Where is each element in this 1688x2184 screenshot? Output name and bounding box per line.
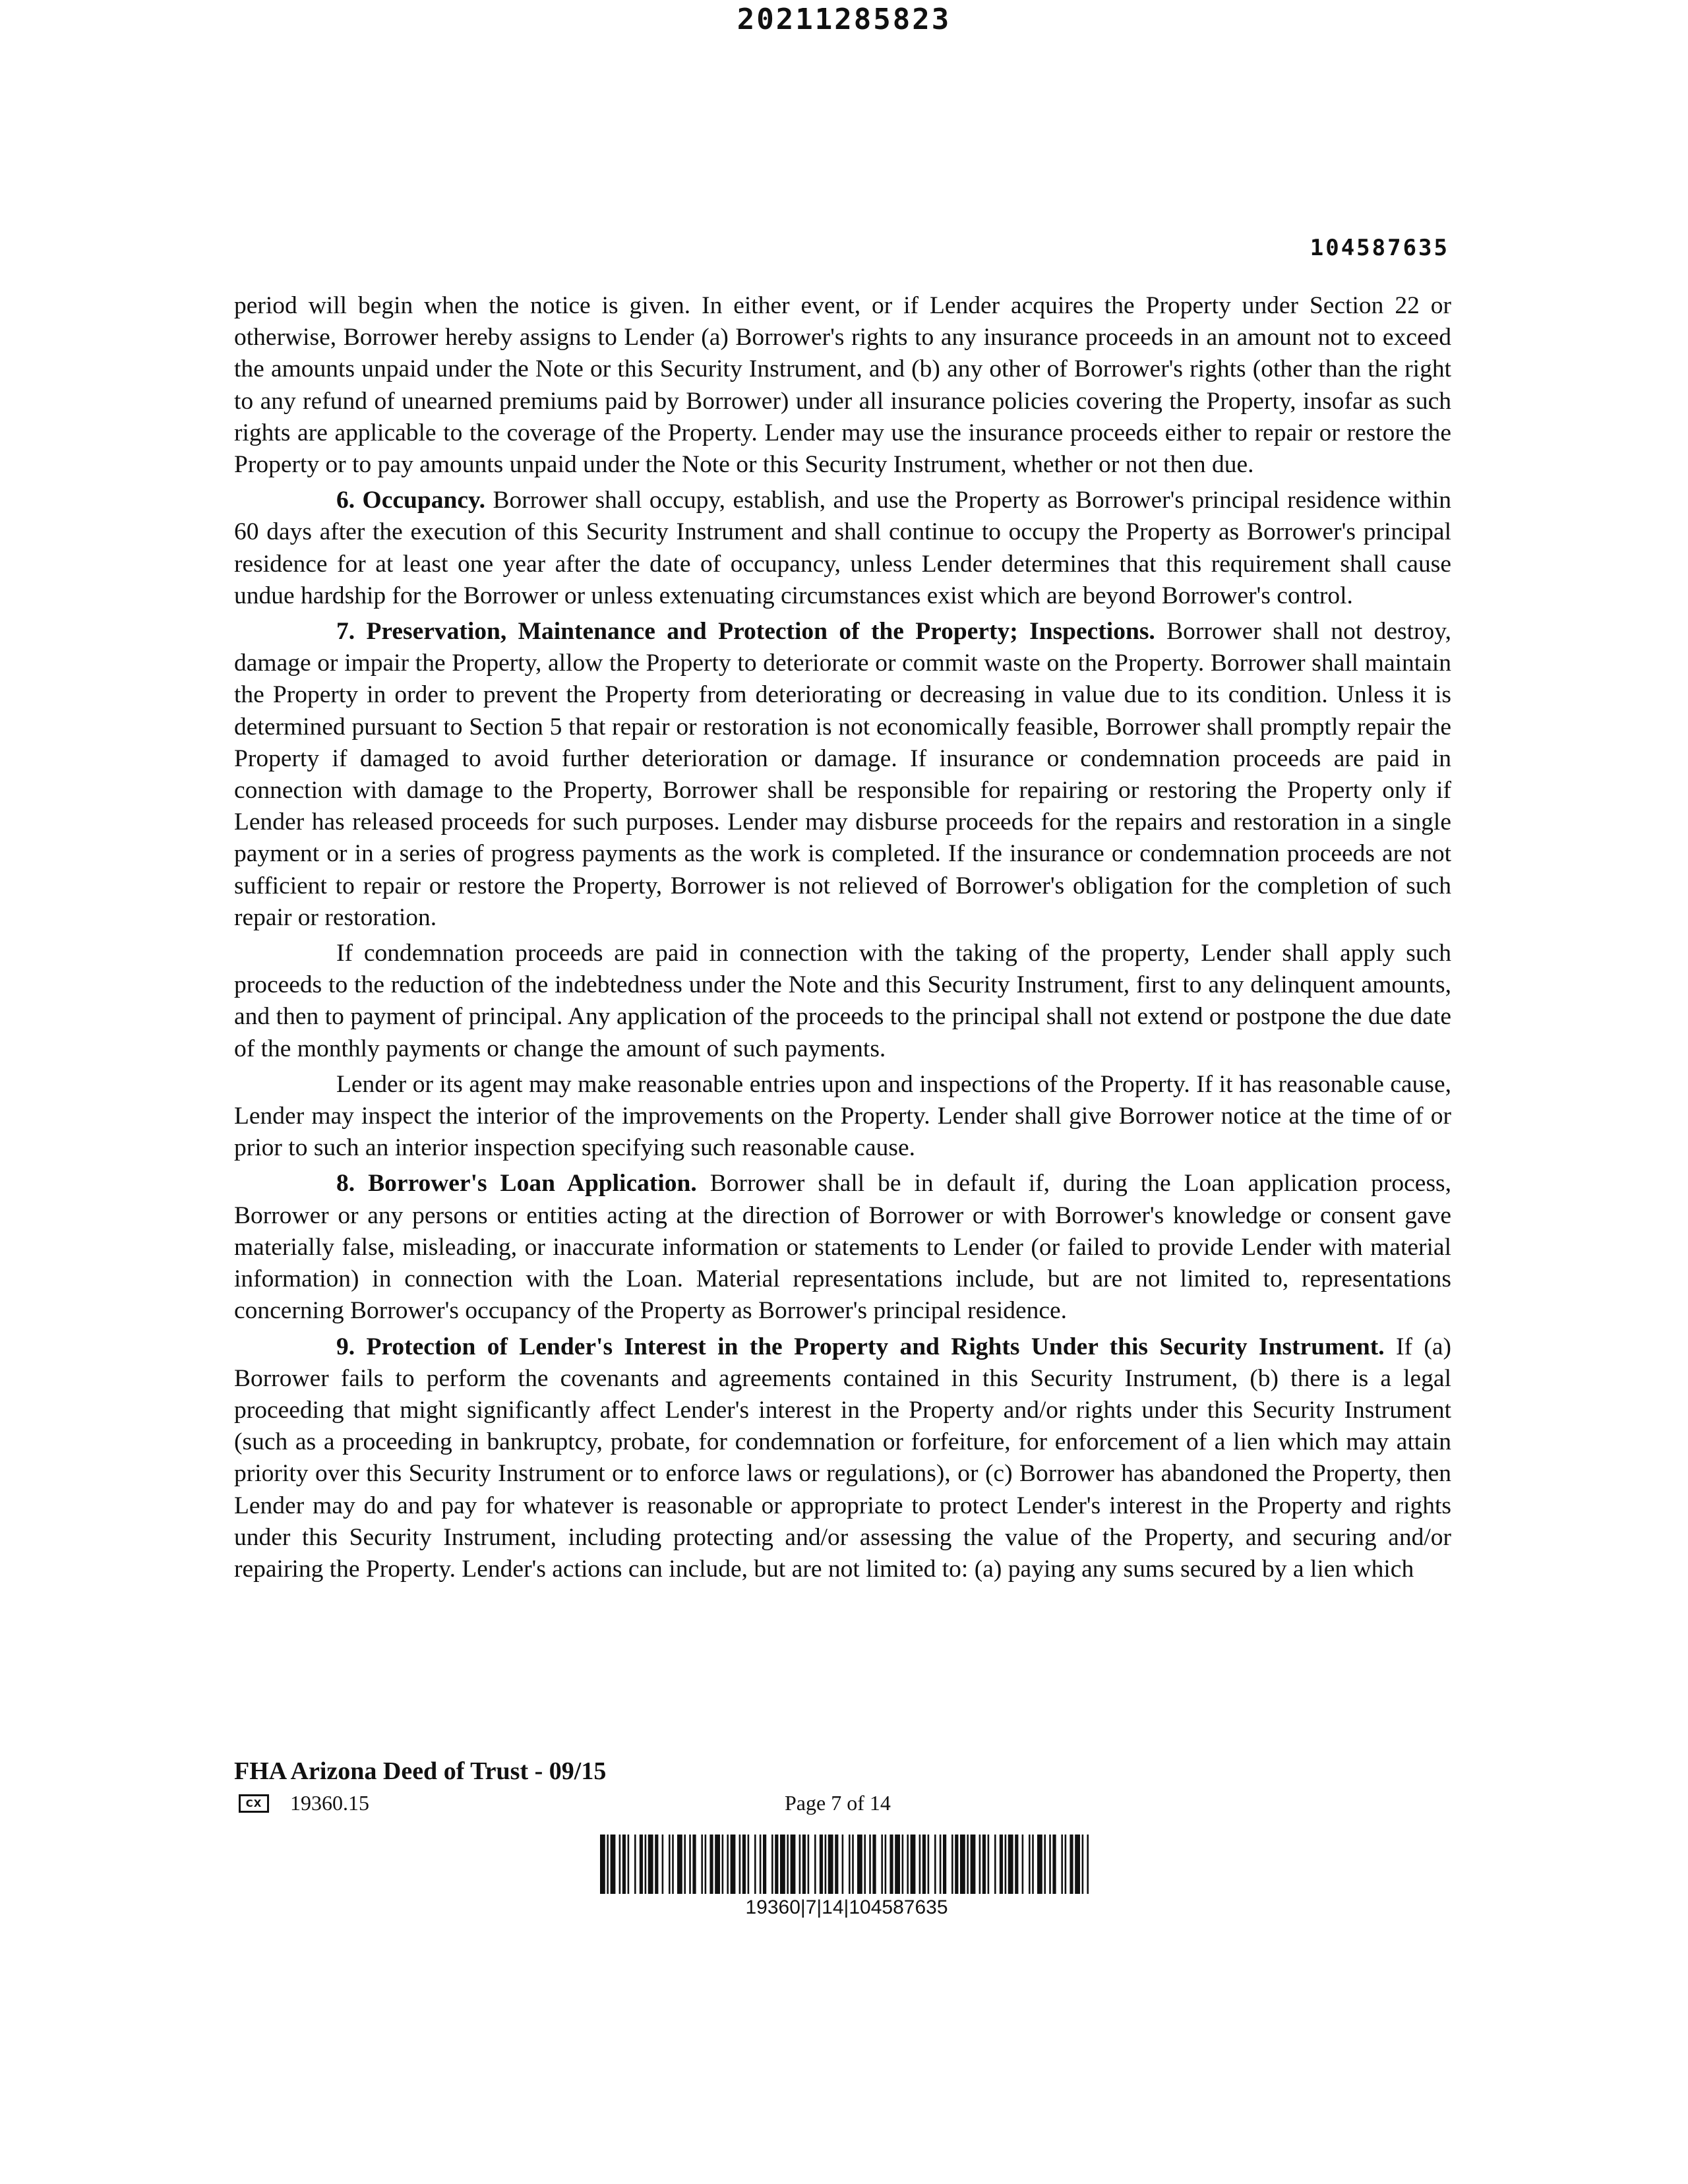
document-body: [234, 290, 1451, 1589]
form-id: [239, 1791, 369, 1815]
barcode-text: 19360|7|14|104587635: [745, 1896, 948, 1918]
loan-number: 104587635: [1310, 235, 1449, 261]
form-title: FHA Arizona Deed of Trust - 09/15: [234, 1757, 607, 1785]
recording-number: 20211285823: [737, 3, 951, 36]
paragraph-inspection: Lender or its agent may make reasonable entries upon and inspections of the Property. If it has reasonable cause, Lender may inspect the interior of the improvements on the Property. Lender shall give Borrower notice at the time of or prior to such an interior inspection specifying such reasonable cause.: [234, 1070, 1451, 1162]
section-6-text: Borrower shall occupy, establish, and use the Property as Borrower's principal residence within 60 days after the execution of this Security Instrument and shall continue to occupy the Property as Borrower's principal residence for at least one year after the date of occupancy, unless Lender determines that this requirement shall cause undue hardship for the Borrower or unless extenuating circumstances exist which are beyond Borrower's control.: [234, 487, 1451, 609]
section-8-heading: 8. Borrower's Loan Application.: [336, 1170, 697, 1198]
section-9-text: If (a) Borrower fails to perform the covenants and agreements contained in this Security Instrument, (b) there is a legal proceeding that might significantly affect Lender's interest in the Property and/or rights under this Security Instrument (such as a proceeding in bankruptcy, probate, for condemnation or forfeiture, for enforcement of a lien which may attain priority over this Security Instrument or to enforce laws or regulations), or (c) Borrower has abandoned the Property, then Lender may do and pay for whatever is reasonable or appropriate to protect Lender's interest in the Property and rights under this Security Instrument, including protecting and/or assessing the value of the Property, and securing and/or repairing the Property. Lender's actions can include, but are not limited to: (a) paying any sums secured by a lien which: [234, 1333, 1451, 1583]
cx-logo-icon: CX: [239, 1794, 269, 1813]
paragraph-insurance-assignment: period will begin when the notice is given. In either event, or if Lender acquires the Property under Section 22 or otherwise, Borrower hereby assigns to Lender (a) Borrower's rights to any insurance proceeds in an amount not to exceed the amounts unpaid under the Note or this Security Instrument, and (b) any other of Borrower's rights (other than the right to any refund of unearned premiums paid by Borrower) under all insurance policies covering the Property, insofar as such rights are applicable to the coverage of the Property. Lender may use the insurance proceeds either to repair or restore the Property or to pay amounts unpaid under the Note or this Security Instrument, whether or not then due.: [234, 292, 1451, 479]
page-number: Page 7 of 14: [785, 1791, 891, 1815]
section-9-protection: [234, 1331, 1451, 1586]
form-number: 19360.15: [290, 1791, 369, 1815]
section-8-text: Borrower shall be in default if, during the Loan application process, Borrower or any persons or entities acting at the direction of Borrower or with Borrower's knowledge or consent gave materially false, misleading, or inaccurate information or statements to Lender (or failed to provide Lender with material information) in connection with the Loan. Material representations include, but are not limited to, representations concerning Borrower's occupancy of the Property as Borrower's principal residence.: [234, 1170, 1452, 1325]
paragraph-condemnation: If condemnation proceeds are paid in connection with the taking of the property, Lender shall apply such proceeds to the reduction of the indebtedness under the Note and this Security Instrument, first to any delinquent amounts, and then to payment of principal. Any application of the proceeds to the principal shall not extend or postpone the due date of the monthly payments or change the amount of such payments.: [234, 940, 1451, 1062]
section-7-heading: 7. Preservation, Maintenance and Protection of the Property; Inspections.: [336, 618, 1155, 646]
section-9-heading: 9. Protection of Lender's Interest in the Property and Rights Under this Security Instrument.: [336, 1333, 1385, 1360]
section-8-loan-application: [234, 1168, 1451, 1327]
barcode: [600, 1835, 1093, 1919]
barcode-icon: [600, 1835, 1093, 1894]
section-7-text: Borrower shall not destroy, damage or impair the Property, allow the Property to deteriorate or commit waste on the Property. Borrower shall maintain the Property in order to prevent the Property from deteriorating or decreasing in value due to its condition. Unless it is determined pursuant to Section 5 that repair or restoration is not economically feasible, Borrower shall promptly repair the Property if damaged to avoid further deterioration or damage. If insurance or condemnation proceeds are paid in connection with damage to the Property, Borrower shall be responsible for repairing or restoring the Property only if Lender has released proceeds for such purposes. Lender may disburse proceeds for the repairs and restoration in a single payment or in a series of progress payments as the work is completed. If the insurance or condemnation proceeds are not sufficient to repair or restore the Property, Borrower is not relieved of Borrower's obligation for the completion of such repair or restoration.: [234, 618, 1451, 931]
section-6-heading: 6. Occupancy.: [336, 487, 486, 514]
section-6-occupancy: [234, 485, 1451, 612]
section-7-preservation: [234, 616, 1451, 934]
